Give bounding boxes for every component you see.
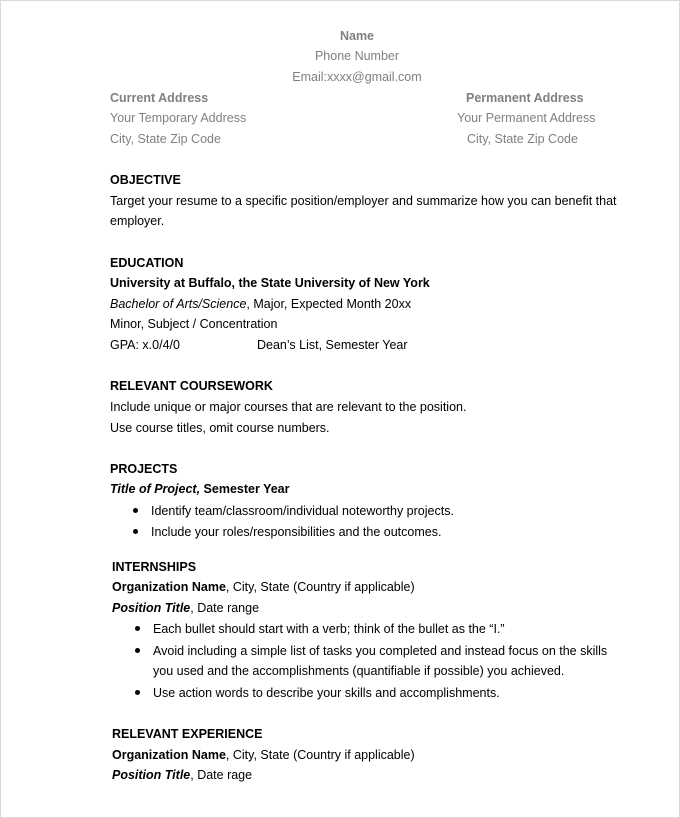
resume-name: Name [339,29,375,43]
internship-position-line [112,600,259,616]
internship-org-location: , City, State (Country if applicable) [225,580,415,594]
experience-org-line [112,747,415,763]
bullet-icon [133,529,138,534]
internship-bullet: Avoid including a simple list of tasks you completed and instead focus on the skills [153,644,608,658]
current-address-title: Current Address [110,91,209,105]
coursework-line1: Include unique or major courses that are relevant to the position. [110,400,467,414]
education-heading: EDUCATION [110,256,184,270]
internships-heading: INTERNSHIPS [112,560,197,574]
current-address-line1: Your Temporary Address [110,111,247,125]
deans-list: Dean’s List, Semester Year [257,338,408,352]
degree-name: Bachelor of Arts/Science [110,297,247,311]
bullet-icon [135,648,140,653]
project-bullet: Identify team/classroom/individual noteworthy projects. [151,504,454,518]
experience-date-range: , Date rage [190,768,253,782]
degree-line [110,296,411,312]
permanent-address-line1: Your Permanent Address [457,111,596,125]
experience-position-title: Position Title [112,768,191,782]
university-name: University at Buffalo, the State University of New York [110,276,430,290]
email: Email:xxxx@gmail.com [292,70,422,84]
project-title: Title of Project, [110,482,201,496]
internship-bullet: Each bullet should start with a verb; think of the bullet as the “I.” [153,622,505,636]
degree-details: , Major, Expected Month 20xx [246,297,412,311]
experience-heading: RELEVANT EXPERIENCE [112,727,263,741]
bullet-icon [133,508,138,513]
coursework-heading: RELEVANT COURSEWORK [110,379,273,393]
coursework-line2: Use course titles, omit course numbers. [110,421,330,435]
experience-org-location: , City, State (Country if applicable) [225,748,415,762]
objective-line2: employer. [110,214,165,228]
permanent-address-title: Permanent Address [466,91,584,105]
internship-bullet-continued: you used and the accomplishments (quantifiable if possible) you achieved. [153,664,565,678]
projects-heading: PROJECTS [110,462,178,476]
experience-org-name: Organization Name [112,748,226,762]
internship-bullet: Use action words to describe your skills and accomplishments. [153,686,500,700]
internship-position-title: Position Title [112,601,191,615]
current-address-line2: City, State Zip Code [110,132,221,146]
phone-number: Phone Number [314,49,400,63]
objective-line1: Target your resume to a specific position/employer and summarize how you can benefit that [110,194,617,208]
bullet-icon [135,626,140,631]
project-title-line [110,481,290,497]
bullet-icon [135,690,140,695]
objective-heading: OBJECTIVE [110,173,181,187]
internship-org-line [112,579,415,595]
internship-org-name: Organization Name [112,580,226,594]
experience-position-line [112,767,252,783]
internship-date-range: , Date range [190,601,260,615]
minor-line: Minor, Subject / Concentration [110,317,278,331]
project-bullet: Include your roles/responsibilities and the outcomes. [151,525,442,539]
gpa: GPA: x.0/4/0 [110,338,180,352]
permanent-address-line2: City, State Zip Code [467,132,578,146]
project-semester: Semester Year [200,482,290,496]
